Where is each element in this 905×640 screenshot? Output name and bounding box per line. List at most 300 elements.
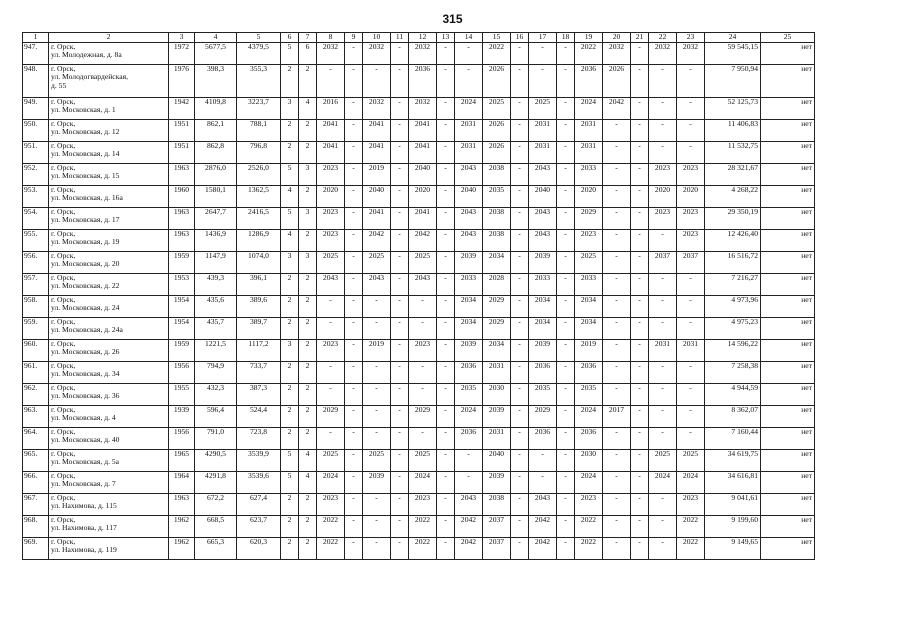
table-cell: 2025 <box>409 449 437 471</box>
table-cell: - <box>437 427 455 449</box>
table-cell: 2039 <box>529 251 557 273</box>
table-cell: 2036 <box>455 427 483 449</box>
table-cell: 6 <box>299 42 317 64</box>
address-cell: г. Орск, ул. Московская, д. 19 <box>49 229 169 251</box>
table-cell: - <box>345 515 363 537</box>
table-cell: 2020 <box>677 185 705 207</box>
table-cell: 2 <box>299 273 317 295</box>
table-cell: - <box>649 493 677 515</box>
table-cell: 2036 <box>529 427 557 449</box>
table-cell: 2 <box>299 537 317 559</box>
table-cell: 2023 <box>677 163 705 185</box>
table-cell: - <box>649 119 677 141</box>
table-cell: нет <box>761 42 815 64</box>
table-cell: - <box>557 383 575 405</box>
table-cell: 2041 <box>409 119 437 141</box>
address-cell: г. Орск, ул. Московская, д. 34 <box>49 361 169 383</box>
table-cell: 2033 <box>455 273 483 295</box>
table-cell: 2032 <box>677 42 705 64</box>
table-cell: - <box>511 493 529 515</box>
table-cell: - <box>557 427 575 449</box>
table-cell: 2041 <box>409 207 437 229</box>
table-cell: - <box>345 97 363 119</box>
table-cell: 2 <box>299 427 317 449</box>
address-cell: г. Орск, ул. Московская, д. 7 <box>49 471 169 493</box>
table-cell: - <box>345 405 363 427</box>
table-cell: - <box>511 471 529 493</box>
table-cell: - <box>529 42 557 64</box>
table-cell: 3 <box>299 251 317 273</box>
column-number-5: 5 <box>237 33 281 43</box>
table-cell: 2033 <box>575 273 603 295</box>
page-number: 315 <box>442 12 463 26</box>
table-cell: 2042 <box>455 515 483 537</box>
table-cell: - <box>649 273 677 295</box>
table-cell: 2032 <box>603 42 631 64</box>
table-cell: - <box>649 141 677 163</box>
table-cell: - <box>603 141 631 163</box>
table-cell: 2526,0 <box>237 163 281 185</box>
table-cell: 59 545,15 <box>705 42 761 64</box>
table-cell: 2025 <box>317 449 345 471</box>
table-cell: - <box>631 97 649 119</box>
table-cell: 2039 <box>529 339 557 361</box>
table-cell: 2 <box>281 317 299 339</box>
row-number: 951. <box>23 141 49 163</box>
table-cell: 2043 <box>317 273 345 295</box>
table-cell: 2 <box>281 361 299 383</box>
table-cell: 2022 <box>409 537 437 559</box>
address-cell: г. Орск, ул. Московская, д. 5а <box>49 449 169 471</box>
table-row <box>23 405 815 427</box>
table-cell: - <box>603 119 631 141</box>
table-cell: - <box>649 361 677 383</box>
table-cell: 2035 <box>529 383 557 405</box>
address-cell: г. Орск, ул. Московская, д. 22 <box>49 273 169 295</box>
row-number: 949. <box>23 97 49 119</box>
table-cell: 2037 <box>677 251 705 273</box>
table-cell: - <box>345 42 363 64</box>
table-cell: - <box>631 64 649 97</box>
table-cell: 2020 <box>409 185 437 207</box>
table-cell: - <box>391 339 409 361</box>
table-cell: 2647,7 <box>195 207 237 229</box>
table-cell: 7 216,27 <box>705 273 761 295</box>
table-cell: 2017 <box>603 405 631 427</box>
table-row <box>23 493 815 515</box>
table-cell: 355,3 <box>237 64 281 97</box>
table-cell: 2032 <box>649 42 677 64</box>
column-number-23: 23 <box>677 33 705 43</box>
table-cell: - <box>363 515 391 537</box>
table-cell: 2034 <box>455 317 483 339</box>
table-cell: 2033 <box>529 273 557 295</box>
table-cell: - <box>391 207 409 229</box>
table-cell: 2043 <box>455 229 483 251</box>
address-cell: г. Орск, ул. Московская, д. 26 <box>49 339 169 361</box>
table-cell: - <box>511 449 529 471</box>
table-cell: - <box>345 427 363 449</box>
table-cell: 2029 <box>529 405 557 427</box>
table-cell: - <box>557 64 575 97</box>
table-cell: - <box>511 427 529 449</box>
table-row <box>23 97 815 119</box>
table-cell: 788,1 <box>237 119 281 141</box>
table-cell: 2023 <box>677 493 705 515</box>
table-cell: 2 <box>299 295 317 317</box>
table-cell: - <box>363 383 391 405</box>
table-cell: 2 <box>299 339 317 361</box>
table-cell: 2 <box>299 119 317 141</box>
table-cell: - <box>677 405 705 427</box>
table-cell: - <box>557 361 575 383</box>
table-cell: нет <box>761 471 815 493</box>
table-cell: - <box>677 119 705 141</box>
table-cell: нет <box>761 251 815 273</box>
table-cell: 2032 <box>363 97 391 119</box>
table-cell: 2035 <box>483 185 511 207</box>
table-cell: - <box>557 449 575 471</box>
table-cell: 1959 <box>169 251 195 273</box>
table-cell: 3 <box>281 339 299 361</box>
table-cell: 2033 <box>575 163 603 185</box>
column-number-14: 14 <box>455 33 483 43</box>
table-row <box>23 339 815 361</box>
table-cell: 4 <box>299 449 317 471</box>
table-cell: 5677,5 <box>195 42 237 64</box>
address-cell: г. Орск, ул. Молодежная, д. 8а <box>49 42 169 64</box>
row-number: 960. <box>23 339 49 361</box>
table-cell: - <box>603 449 631 471</box>
table-cell: - <box>649 295 677 317</box>
table-cell: - <box>409 317 437 339</box>
table-cell: 1960 <box>169 185 195 207</box>
table-cell: - <box>631 119 649 141</box>
table-cell: 2031 <box>529 119 557 141</box>
table-cell: 2040 <box>455 185 483 207</box>
table-cell: - <box>557 515 575 537</box>
table-row <box>23 163 815 185</box>
address-cell: г. Орск, ул. Московская, д. 14 <box>49 141 169 163</box>
column-number-row <box>23 33 815 43</box>
address-cell: г. Орск, ул. Московская, д. 40 <box>49 427 169 449</box>
table-cell: 1972 <box>169 42 195 64</box>
table-cell: - <box>631 493 649 515</box>
table-cell: 2030 <box>575 449 603 471</box>
table-cell: - <box>557 405 575 427</box>
table-cell: 4 973,96 <box>705 295 761 317</box>
table-cell: - <box>345 295 363 317</box>
table-cell: - <box>631 163 649 185</box>
table-cell: - <box>603 207 631 229</box>
table-cell: 2023 <box>317 207 345 229</box>
table-cell: 1964 <box>169 471 195 493</box>
table-cell: 2 <box>281 141 299 163</box>
column-number-2: 2 <box>49 33 169 43</box>
table-cell: 2042 <box>455 537 483 559</box>
table-cell: 2041 <box>363 119 391 141</box>
table-cell: 4291,8 <box>195 471 237 493</box>
table-cell: 398,3 <box>195 64 237 97</box>
table-cell: - <box>511 251 529 273</box>
table-cell: нет <box>761 64 815 97</box>
table-cell: 2031 <box>529 141 557 163</box>
table-cell: - <box>603 317 631 339</box>
table-cell: - <box>529 471 557 493</box>
table-cell: - <box>649 427 677 449</box>
table-cell: - <box>603 515 631 537</box>
table-cell: 2022 <box>677 537 705 559</box>
table-cell: 2036 <box>575 427 603 449</box>
table-cell: 1956 <box>169 361 195 383</box>
table-cell: 2043 <box>455 163 483 185</box>
table-cell: 396,1 <box>237 273 281 295</box>
row-number: 963. <box>23 405 49 427</box>
table-cell: 9 041,61 <box>705 493 761 515</box>
table-cell: нет <box>761 141 815 163</box>
row-number: 965. <box>23 449 49 471</box>
table-cell: 2019 <box>363 163 391 185</box>
row-number: 956. <box>23 251 49 273</box>
table-cell: - <box>603 251 631 273</box>
table-cell: - <box>511 119 529 141</box>
table-cell: 2024 <box>409 471 437 493</box>
table-cell: 596,4 <box>195 405 237 427</box>
table-cell: - <box>677 361 705 383</box>
table-cell: - <box>391 427 409 449</box>
table-cell: - <box>603 295 631 317</box>
table-cell: 1976 <box>169 64 195 97</box>
table-cell: - <box>345 163 363 185</box>
table-cell: - <box>437 361 455 383</box>
table-row <box>23 42 815 64</box>
table-cell: 1286,9 <box>237 229 281 251</box>
table-cell: 2043 <box>363 273 391 295</box>
table-cell: нет <box>761 185 815 207</box>
table-cell: - <box>391 515 409 537</box>
table-cell: - <box>557 317 575 339</box>
table-cell: 2042 <box>529 515 557 537</box>
table-cell: 862,1 <box>195 119 237 141</box>
table-cell: 2023 <box>649 207 677 229</box>
table-cell: 2039 <box>455 339 483 361</box>
table-cell: 2036 <box>575 361 603 383</box>
table-cell: 3539,6 <box>237 471 281 493</box>
table-cell: - <box>391 119 409 141</box>
address-cell: г. Орск, ул. Московская, д. 1 <box>49 97 169 119</box>
table-cell: 2031 <box>677 339 705 361</box>
table-cell: 1956 <box>169 427 195 449</box>
table-cell: - <box>557 229 575 251</box>
table-cell: - <box>603 185 631 207</box>
table-cell: 2023 <box>649 163 677 185</box>
table-cell: нет <box>761 383 815 405</box>
table-cell: - <box>437 42 455 64</box>
table-cell: 1074,0 <box>237 251 281 273</box>
table-cell: 3 <box>299 207 317 229</box>
table-cell: 9 149,65 <box>705 537 761 559</box>
row-number: 947. <box>23 42 49 64</box>
table-cell: - <box>345 141 363 163</box>
table-cell: - <box>345 449 363 471</box>
row-number: 948. <box>23 64 49 97</box>
table-cell: - <box>437 185 455 207</box>
table-cell: 2 <box>299 185 317 207</box>
table-cell: 2 <box>299 317 317 339</box>
table-row <box>23 64 815 97</box>
column-number-1: 1 <box>23 33 49 43</box>
table-cell: 2043 <box>529 207 557 229</box>
table-cell: - <box>603 163 631 185</box>
table-cell: - <box>677 427 705 449</box>
table-cell: 2038 <box>483 207 511 229</box>
table-cell: 2 <box>299 405 317 427</box>
table-cell: 2034 <box>529 295 557 317</box>
table-cell: 796,8 <box>237 141 281 163</box>
table-cell: 2876,0 <box>195 163 237 185</box>
address-cell: г. Орск, ул. Московская, д. 16а <box>49 185 169 207</box>
table-cell: - <box>437 273 455 295</box>
table-cell: - <box>529 449 557 471</box>
table-cell: - <box>391 229 409 251</box>
table-cell: 2032 <box>409 42 437 64</box>
table-cell: 2023 <box>317 339 345 361</box>
table-cell: 2023 <box>317 493 345 515</box>
table-cell: 723,8 <box>237 427 281 449</box>
table-cell: нет <box>761 273 815 295</box>
row-number: 955. <box>23 229 49 251</box>
table-cell: - <box>511 317 529 339</box>
table-cell: 7 950,94 <box>705 64 761 97</box>
table-cell: 2039 <box>483 405 511 427</box>
table-cell: - <box>631 141 649 163</box>
table-row <box>23 471 815 493</box>
table-cell: 620,3 <box>237 537 281 559</box>
table-cell: - <box>677 141 705 163</box>
table-cell: - <box>631 383 649 405</box>
table-cell: 2043 <box>455 207 483 229</box>
table-cell: 2024 <box>455 405 483 427</box>
table-cell: 2026 <box>603 64 631 97</box>
table-cell: - <box>391 449 409 471</box>
table-cell: 2041 <box>317 119 345 141</box>
column-number-20: 20 <box>603 33 631 43</box>
row-number: 952. <box>23 163 49 185</box>
table-cell: - <box>437 317 455 339</box>
table-cell: 2 <box>281 405 299 427</box>
address-cell: г. Орск, ул. Нахимова, д. 117 <box>49 515 169 537</box>
row-number: 959. <box>23 317 49 339</box>
table-cell: - <box>631 361 649 383</box>
table-cell: 733,7 <box>237 361 281 383</box>
table-cell: 2036 <box>575 64 603 97</box>
address-cell: г. Орск, ул. Молодогвардейская, д. 55 <box>49 64 169 97</box>
table-row <box>23 383 815 405</box>
table-cell: 2039 <box>455 251 483 273</box>
table-cell: 2041 <box>363 141 391 163</box>
table-cell: 2 <box>281 383 299 405</box>
table-cell: 2024 <box>649 471 677 493</box>
table-cell: - <box>345 207 363 229</box>
table-cell: 2016 <box>317 97 345 119</box>
table-cell: - <box>557 493 575 515</box>
address-cell: г. Орск, ул. Нахимова, д. 115 <box>49 493 169 515</box>
table-cell: 2 <box>281 493 299 515</box>
table-cell: 1951 <box>169 119 195 141</box>
table-row <box>23 515 815 537</box>
table-cell: 794,9 <box>195 361 237 383</box>
table-cell: 1953 <box>169 273 195 295</box>
table-cell: - <box>631 42 649 64</box>
table-cell: 4109,8 <box>195 97 237 119</box>
table-cell: 2023 <box>317 229 345 251</box>
row-number: 950. <box>23 119 49 141</box>
column-number-4: 4 <box>195 33 237 43</box>
column-number-21: 21 <box>631 33 649 43</box>
table-cell: 2040 <box>363 185 391 207</box>
table-cell: - <box>391 64 409 97</box>
table-cell: 2023 <box>575 229 603 251</box>
table-cell: 1955 <box>169 383 195 405</box>
table-cell: - <box>603 493 631 515</box>
table-cell: 1942 <box>169 97 195 119</box>
table-cell: 791,0 <box>195 427 237 449</box>
table-cell: - <box>345 251 363 273</box>
table-cell: 2024 <box>575 405 603 427</box>
table-cell: - <box>455 42 483 64</box>
table-cell: 2034 <box>575 295 603 317</box>
table-cell: 2 <box>299 229 317 251</box>
table-cell: 2026 <box>483 141 511 163</box>
table-cell: - <box>363 295 391 317</box>
table-cell: - <box>649 317 677 339</box>
table-cell: 4 <box>299 97 317 119</box>
table-cell: 5 <box>281 449 299 471</box>
table-cell: - <box>649 383 677 405</box>
table-cell: - <box>437 449 455 471</box>
table-cell: - <box>631 229 649 251</box>
table-cell: - <box>391 405 409 427</box>
table-cell: - <box>603 471 631 493</box>
table-row <box>23 207 815 229</box>
table-cell: 9 199,60 <box>705 515 761 537</box>
table-cell: - <box>631 251 649 273</box>
table-cell: - <box>409 383 437 405</box>
table-cell: 2031 <box>575 119 603 141</box>
table-cell: - <box>345 185 363 207</box>
table-cell: - <box>603 229 631 251</box>
table-cell: - <box>677 64 705 97</box>
table-cell: 2040 <box>483 449 511 471</box>
table-cell: - <box>391 185 409 207</box>
table-cell: 2022 <box>575 42 603 64</box>
table-cell: - <box>455 449 483 471</box>
table-cell: 1147,9 <box>195 251 237 273</box>
table-cell: 2 <box>299 141 317 163</box>
table-cell: 2032 <box>363 42 391 64</box>
table-cell: 2031 <box>455 119 483 141</box>
table-cell: 2037 <box>649 251 677 273</box>
table-cell: 2022 <box>575 515 603 537</box>
column-number-24: 24 <box>705 33 761 43</box>
table-cell: 2023 <box>409 493 437 515</box>
table-cell: 2031 <box>483 427 511 449</box>
table-cell: - <box>391 471 409 493</box>
table-cell: - <box>649 405 677 427</box>
table-cell: 12 426,40 <box>705 229 761 251</box>
table-cell: 2019 <box>575 339 603 361</box>
table-cell: 2025 <box>483 97 511 119</box>
